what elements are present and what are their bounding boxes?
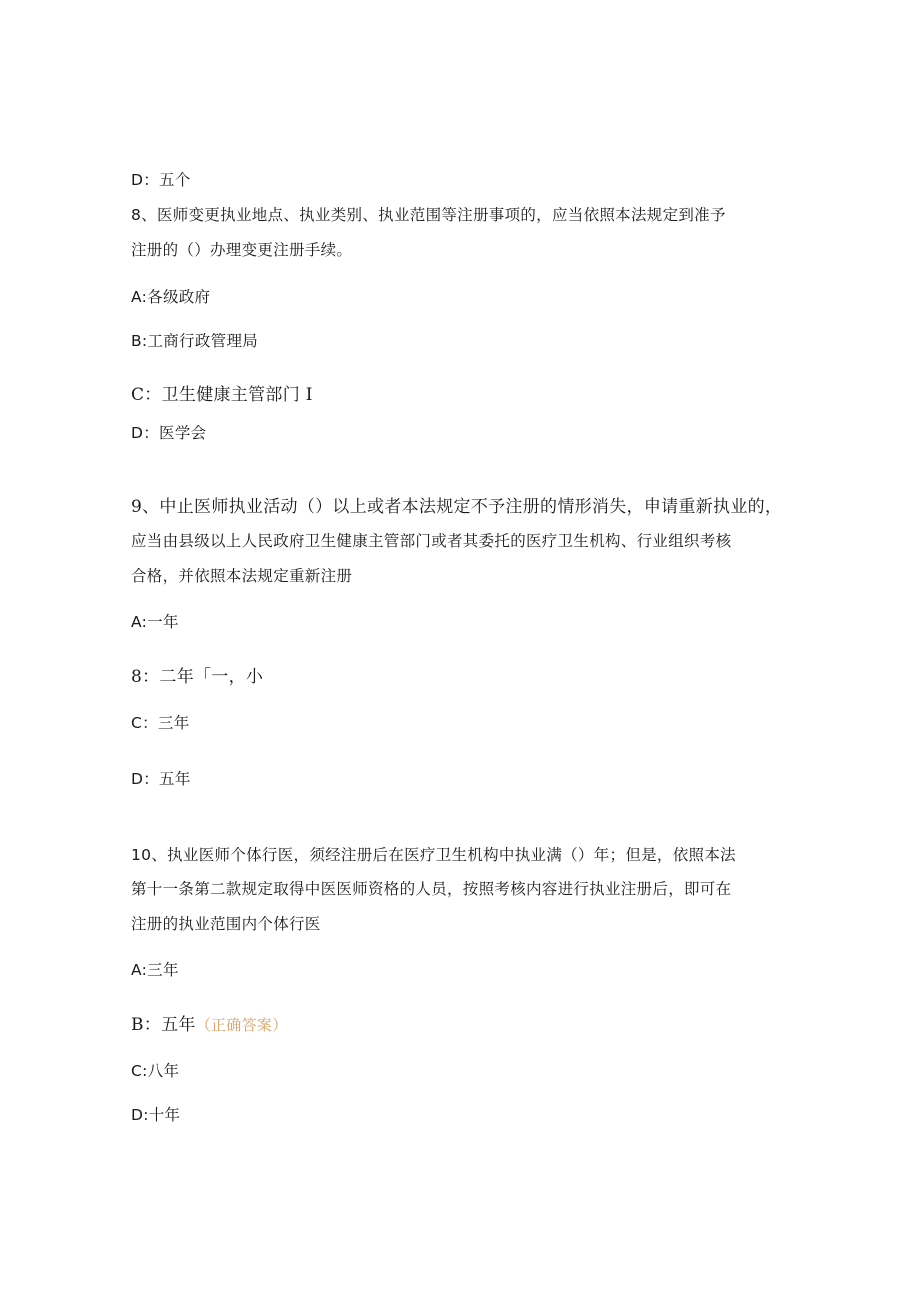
correct-answer-tag: （正确答案） bbox=[195, 1016, 288, 1034]
q8-option-b: B:工商行政管理局 bbox=[131, 332, 259, 350]
q9-stem-line-2: 应当由县级以上人民政府卫生健康主管部门或者其委托的医疗卫生机构、行业组织考核 bbox=[131, 532, 732, 550]
q9-option-b: 8：二年「一，小 bbox=[131, 667, 264, 687]
q8-option-d: D：医学会 bbox=[131, 424, 207, 442]
q8-option-a: A:各级政府 bbox=[131, 288, 211, 306]
q10-option-b-text: B：五年 bbox=[131, 1015, 196, 1035]
q10-stem-line-1: 10、执业医师个体行医，须经注册后在医疗卫生机构中执业满（）年；但是，依照本法 bbox=[131, 846, 736, 864]
q10-option-a: A:三年 bbox=[131, 961, 179, 979]
q8-stem-line-2: 注册的（）办理变更注册手续。 bbox=[131, 241, 353, 259]
q9-stem-line-1: 9、中止医师执业活动（）以上或者本法规定不予注册的情形消失，申请重新执业的， bbox=[131, 497, 783, 517]
q9-option-d: D：五年 bbox=[131, 770, 191, 788]
q9-option-a: A:一年 bbox=[131, 613, 179, 631]
q9-stem-line-3: 合格，并依照本法规定重新注册 bbox=[131, 567, 353, 585]
q10-option-d: D:十年 bbox=[131, 1106, 181, 1124]
q10-option-c: C:八年 bbox=[131, 1062, 180, 1080]
q8-option-c: C：卫生健康主管部门 I bbox=[131, 385, 313, 405]
prev-option-d: D：五个 bbox=[131, 171, 191, 189]
q10-stem-line-2: 第十一条第二款规定取得中医医师资格的人员，按照考核内容进行执业注册后，即可在 bbox=[131, 880, 732, 898]
q10-option-b bbox=[131, 1015, 288, 1035]
q10-stem-line-3: 注册的执业范围内个体行医 bbox=[131, 915, 321, 933]
q8-stem-line-1: 8、医师变更执业地点、执业类别、执业范围等注册事项的，应当依照本法规定到准予 bbox=[131, 206, 726, 224]
q9-option-c: C：三年 bbox=[131, 714, 190, 732]
